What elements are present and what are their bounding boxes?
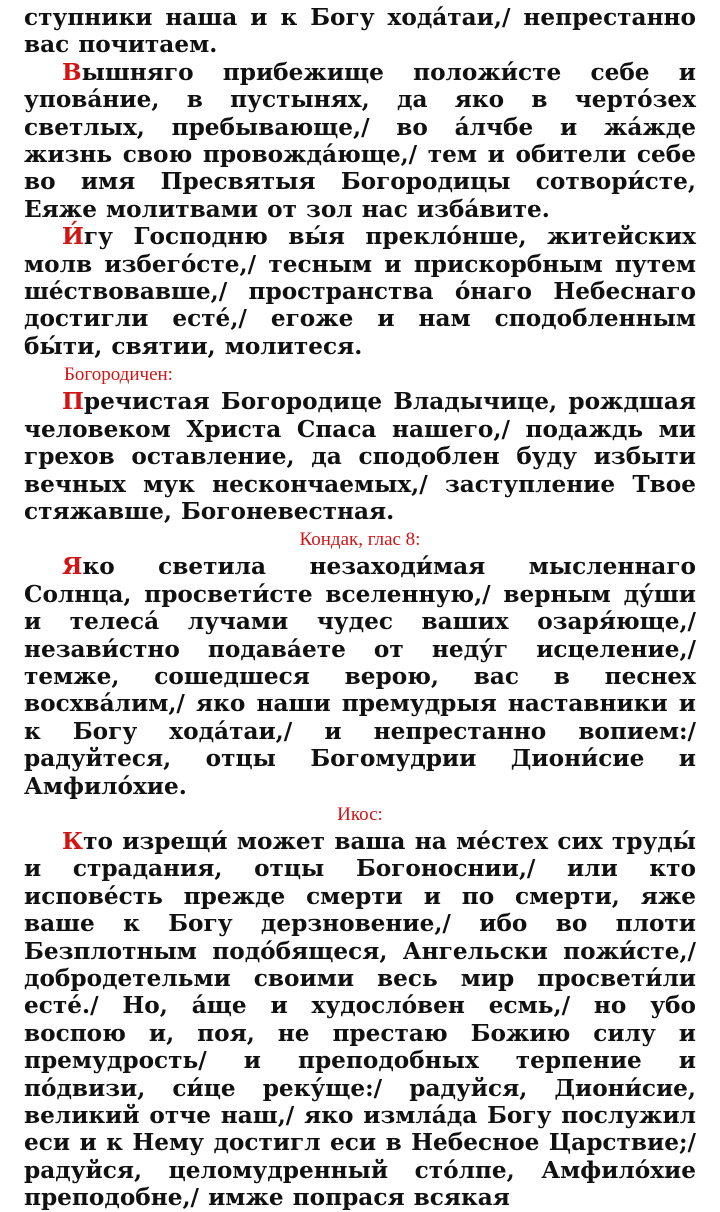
paragraph-text: то изрещи́ может ваша на ме́стех сих труды́ и страдания, отцы Богоноснии,/ или кто испове́сть прежде смерти и по смерти, яже ваше к Богу дерзновение,/ ибо во плоти Безплотным подо́бящеся, Ангельски пожи́сте,/ добродетельми своими весь мир просвети́ли есте́./ Но, а́ще и худосло́вен есмь,/ но убо воспою и, поя, не престаю Божию силу и премудрость/ и преподобных терпение и по́двизи, си́це реку́ще:/ радуйся, Диони́сие, великий отче наш,/ яко измла́да Богу послужил еси и к Нему достигл еси в Небесное Царствие;/ радуйся, целомудренный сто́лпе, Амфило́хие преподобне,/ имже попрася всякая [24,827,696,1212]
paragraph-text: ышняго прибежище положи́сте себе и упова́ние, в пустынях, да яко в черто́зех светлых, пребывающе,/ во а́лчбе и жа́жде жизнь свою провожда́юще,/ тем и обители себе во имя Пресвятыя Богородицы сотвори́сте, Еяже молитвами от зол нас изба́вите. [24,58,696,223]
red-initial: Я [62,553,83,581]
heading-bogorodichen: Богородичен: [64,364,173,386]
paragraph-vyshnyago [24,59,696,223]
paragraph-text: ступники наша и к Богу хода́таи,/ непрестанно вас почитаем. [24,4,696,59]
paragraph-prechistaya [24,388,696,525]
paragraph-text: ко светила незаходи́мая мысленнаго Солнца, просвети́сте вселенную,/ верным ду́ши и телеса́ лучами чудес ваших озаря́юще,/ незави́стно подава́ете от неду́г исцеление,/ темже, сошедшеся верою, вас в песнех восхва́лим,/ яко наши премудрыя наставники и к Богу хода́таи,/ и непрестанно вопием:/ радуйтеся, отцы Богомудрии Диони́сие и Амфило́хие. [24,553,696,800]
red-initial: В [62,58,82,86]
red-initial: И́ [62,223,84,251]
heading-kondak: Кондак, глас 8: [299,529,421,551]
paragraph-text: гу Господню вы́я прекло́нше, житейских молв избего́сте,/ тесным и прискорбным путем ше́ствовавше,/ пространства о́наго Небеснаго достигли есте́,/ егоже и нам сподобленным бы́ти, святии, молитеся. [24,223,696,360]
red-initial: П [62,388,84,416]
paragraph-kondak [24,553,696,800]
red-initial: К [62,827,84,855]
document-page [24,4,696,1212]
paragraph-text: речистая Богородице Владычице, рождшая человеком Христа Спаса нашего,/ подаждь ми грехов оставление, да сподоблен буду избыти вечных мук нескончаемых,/ заступление Твое стяжавше, Богоневестная. [24,388,696,525]
paragraph-ikos [24,828,696,1212]
paragraph-igu [24,223,696,360]
paragraph-continuation [24,4,696,59]
heading-ikos: Икос: [337,803,383,825]
